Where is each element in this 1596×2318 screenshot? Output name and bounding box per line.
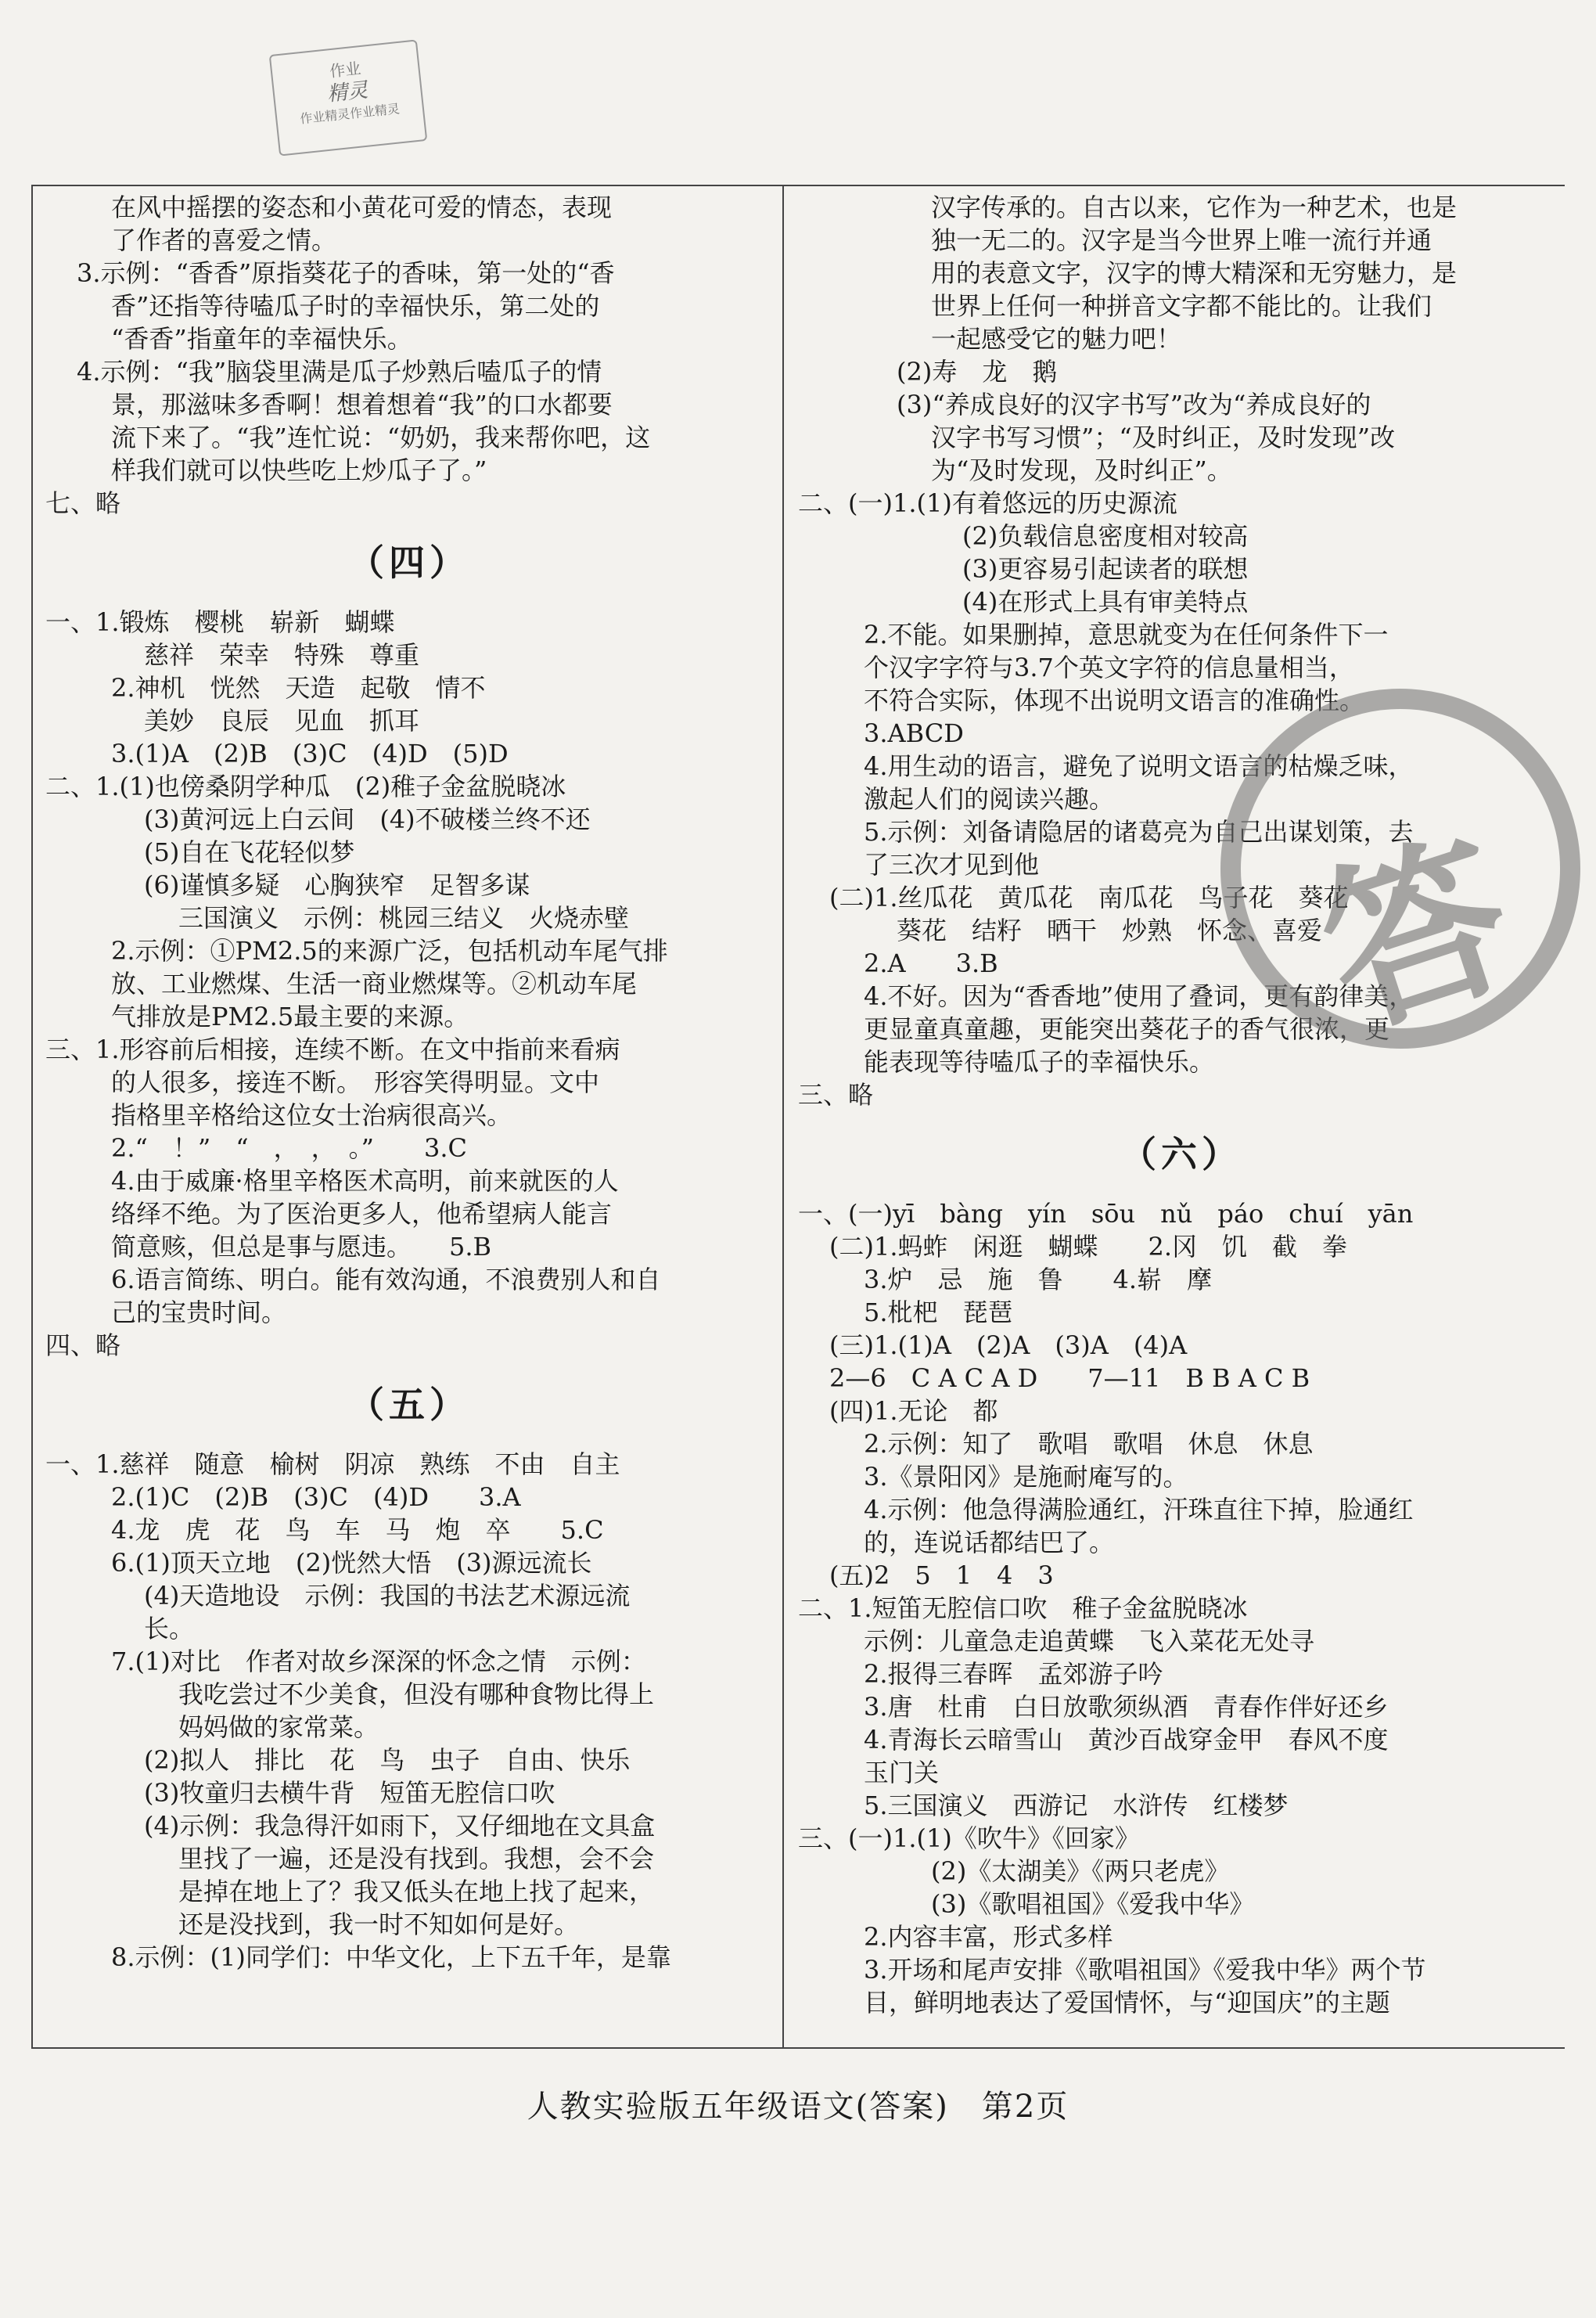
answer-line: 一、1.慈祥 随意 榆树 阴凉 熟练 不由 自主 [45, 1449, 620, 1479]
answer-line: 四、略 [45, 1330, 121, 1360]
logo-line3: 作业精灵作业精灵 [299, 101, 401, 127]
answer-line: (3)“养成良好的汉字书写”改为“养成良好的 [897, 390, 1371, 419]
answer-line: 葵花 结籽 晒干 炒熟 怀念、喜爱 [897, 916, 1323, 945]
bottom-rule [31, 2047, 1565, 2049]
answer-line: 三、略 [798, 1080, 874, 1110]
answer-line: (3)黄河远上白云间 (4)不破楼兰终不还 [144, 804, 591, 834]
answer-line: 2.内容丰富，形式多样 [864, 1922, 1113, 1952]
answer-line: (2)拟人 排比 花 鸟 虫子 自由、快乐 [144, 1745, 631, 1775]
answer-line: (2)《太湖美》《两只老虎》 [931, 1856, 1230, 1886]
answer-line: 一起感受它的魅力吧！ [931, 324, 1182, 354]
answer-line: (4)在形式上具有审美特点 [962, 587, 1249, 617]
section-heading: （四） [348, 542, 470, 584]
answer-line: 目，鲜明地表达了爱国情怀，与“迎国庆”的主题 [864, 1988, 1390, 2017]
column-divider [782, 185, 784, 2047]
answer-line: 2.示例：知了 歌唱 歌唱 休息 休息 [864, 1429, 1314, 1459]
answer-line: 7.(1)对比 作者对故乡深深的怀念之情 示例： [111, 1647, 646, 1676]
answer-line: 三国演义 示例：桃园三结义 火烧赤壁 [178, 903, 630, 933]
answer-line: 二、1.短笛无腔信口吹 稚子金盆脱晓冰 [798, 1593, 1248, 1623]
left-column [45, 191, 773, 1974]
homework-logo [269, 39, 428, 156]
answer-line: 不符合实际，体现不出说明文语言的准确性。 [864, 686, 1365, 715]
answer-line: 世界上任何一种拼音文字都不能比的。让我们 [931, 291, 1432, 321]
answer-line: 个汉字字符与3.7个英文字符的信息量相当， [864, 653, 1354, 682]
answer-line: 2.不能。如果删掉，意思就变为在任何条件下一 [864, 620, 1389, 650]
answer-line: 更显童真童趣，更能突出葵花子的香气很浓，更 [864, 1014, 1390, 1044]
answer-line: 己的宝贵时间。 [111, 1298, 287, 1327]
answer-line: 3.唐 杜甫 白日放歌须纵酒 青春作伴好还乡 [864, 1692, 1389, 1722]
answer-line: 能表现等待嗑瓜子的幸福快乐。 [864, 1047, 1215, 1077]
section-heading: （六） [1120, 1133, 1242, 1175]
answer-line: 4.示例：他急得满脸通红，汗珠直往下掉，脸通红 [864, 1495, 1414, 1524]
answer-line: “香香”指童年的幸福快乐。 [111, 324, 412, 354]
answer-line: 玉门关 [864, 1758, 940, 1787]
answer-line: 汉字书写习惯”；“及时纠正，及时发现”改 [931, 423, 1396, 452]
answer-line: 妈妈做的家常菜。 [178, 1712, 379, 1742]
answer-line: 是掉在地上了？我又低头在地上找了起来， [178, 1877, 655, 1906]
answer-line: 我吃尝过不少美食，但没有哪种食物比得上 [178, 1679, 655, 1709]
answer-line: 用的表意文字，汉字的博大精深和无穷魅力，是 [931, 258, 1458, 288]
page-footer: 人教实验版五年级语文(答案) 第2页 [527, 2089, 1069, 2125]
answer-line: 6.(1)顶天立地 (2)恍然大悟 (3)源远流长 [111, 1548, 592, 1578]
answer-line: (2)寿 龙 鹅 [897, 357, 1058, 387]
answer-line: 3.示例：“香香”原指葵花子的香味，第一处的“香 [77, 258, 615, 288]
answer-line: 七、略 [45, 488, 121, 518]
answer-line: 简意赅，但总是事与愿违。 5.B [111, 1232, 492, 1262]
answer-line: 4.由于威廉·格里辛格医术高明，前来就医的人 [111, 1166, 619, 1196]
answer-line: 4.青海长云暗雪山 黄沙百战穿金甲 春风不度 [864, 1725, 1389, 1755]
answer-line: 三、(一)1.(1)《吹牛》《回家》 [798, 1823, 1140, 1853]
answer-line: 美妙 良辰 见血 抓耳 [144, 706, 420, 736]
answer-line: 指格里辛格给这位女士治病很高兴。 [111, 1100, 512, 1130]
answer-line: (4)天造地设 示例：我国的书法艺术源远流 [144, 1581, 631, 1611]
left-border [31, 185, 33, 2047]
answer-line: (三)1.(1)A (2)A (3)A (4)A [829, 1330, 1188, 1360]
answer-line: 激起人们的阅读兴趣。 [864, 784, 1115, 814]
answer-line: (3)牧童归去横牛背 短笛无腔信口吹 [144, 1778, 555, 1808]
answer-line: 4.用生动的语言，避免了说明文语言的枯燥乏味， [864, 751, 1414, 781]
answer-line: 景，那滋味多香啊！想着想着“我”的口水都要 [111, 390, 613, 419]
answer-stamp-char: 答 [1298, 806, 1536, 1063]
answer-line: 4.不好。因为“香香地”使用了叠词，更有韵律美， [864, 981, 1414, 1011]
answer-line: 5.示例：刘备请隐居的诸葛亮为自己出谋划策，去 [864, 817, 1414, 847]
answer-line: 络绎不绝。为了医治更多人，他希望病人能言 [111, 1199, 613, 1229]
answer-line: 3.炉 忌 施 鲁 4.崭 摩 [864, 1265, 1213, 1294]
answer-line: 一、(一)yī bàng yín sōu nǔ páo chuí yān [798, 1199, 1414, 1229]
answer-line: 了作者的喜爱之情。 [111, 225, 337, 255]
answer-line: 2—6 C A C A D 7—11 B B A C B [829, 1363, 1310, 1393]
answer-line: 的人很多，接连不断。 形容笑得明显。文中 [111, 1067, 600, 1097]
answer-line: 8.示例：(1)同学们：中华文化，上下五千年，是靠 [111, 1942, 671, 1972]
answer-line: 2.示例：①PM2.5的来源广泛，包括机动车尾气排 [111, 936, 668, 966]
answer-line: 2.报得三春晖 孟郊游子吟 [864, 1659, 1163, 1689]
answer-line: 示例：儿童急走追黄蝶 飞入菜花无处寻 [864, 1626, 1315, 1656]
answer-line: 二、(一)1.(1)有着悠远的历史源流 [798, 488, 1177, 518]
answer-line: 3.《景阳冈》是施耐庵写的。 [864, 1462, 1188, 1492]
answer-line: (五)2 5 1 4 3 [829, 1560, 1054, 1590]
answer-line: 流下来了。“我”连忙说：“奶奶，我来帮你吧，这 [111, 423, 651, 452]
answer-line: 一、1.锻炼 樱桃 崭新 蝴蝶 [45, 607, 395, 637]
answer-line: (3)《歌唱祖国》《爱我中华》 [931, 1889, 1255, 1919]
answer-line: 的，连说话都结巴了。 [864, 1528, 1115, 1557]
answer-line: 样我们就可以快些吃上炒瓜子了。” [111, 455, 487, 485]
answer-line: 3.开场和尾声安排《歌唱祖国》《爱我中华》两个节 [864, 1955, 1426, 1985]
answer-line: 汉字传承的。自古以来，它作为一种艺术，也是 [931, 193, 1458, 222]
answer-line: 3.ABCD [864, 718, 964, 748]
answer-line: 独一无二的。汉字是当今世界上唯一流行并通 [931, 225, 1432, 255]
answer-line: 气排放是PM2.5最主要的来源。 [111, 1002, 469, 1031]
answer-line: 2.神机 恍然 天造 起敬 情不 [111, 673, 486, 703]
answer-line: (3)更容易引起读者的联想 [962, 554, 1249, 584]
answer-line: (6)谨慎多疑 心胸狭窄 足智多谋 [144, 870, 530, 900]
answer-line: 2.“ ！” “ ， ， 。” 3.C [111, 1133, 467, 1163]
answer-line: 还是没找到，我一时不知如何是好。 [178, 1909, 580, 1939]
answer-line: 长。 [144, 1614, 195, 1643]
answer-line: 6.语言简练、明白。能有效沟通，不浪费别人和自 [111, 1265, 661, 1294]
answer-line: 5.枇杷 琵琶 [864, 1298, 1013, 1327]
answer-line: 4.龙 虎 花 鸟 车 马 炮 卒 5.C [111, 1515, 604, 1545]
answer-line: (5)自在飞花轻似梦 [144, 837, 355, 867]
answer-line: (四)1.无论 都 [829, 1396, 998, 1426]
answer-line: 里找了一遍，还是没有找到。我想，会不会 [178, 1844, 655, 1873]
answer-line: 3.(1)A (2)B (3)C (4)D (5)D [111, 739, 509, 768]
answer-line: 5.三国演义 西游记 水浒传 红楼梦 [864, 1791, 1289, 1820]
logo-line1: 作业 [329, 59, 362, 81]
answer-line: 在风中摇摆的姿态和小黄花可爱的情态，表现 [111, 193, 613, 222]
logo-line2: 精灵 [325, 78, 369, 106]
answer-line: 了三次才见到他 [864, 850, 1040, 880]
top-rule [31, 185, 1565, 186]
answer-line: (二)1.丝瓜花 黄瓜花 南瓜花 鸟子花 葵花 [829, 883, 1349, 912]
answer-line: 三、1.形容前后相接，连续不断。在文中指前来看病 [45, 1035, 620, 1064]
answer-line: (2)负载信息密度相对较高 [962, 521, 1249, 551]
answer-line: 2.(1)C (2)B (3)C (4)D 3.A [111, 1482, 521, 1512]
answer-line: 2.A 3.B [864, 948, 998, 978]
answer-line: 4.示例：“我”脑袋里满是瓜子炒熟后嗑瓜子的情 [77, 357, 602, 387]
section-heading: （五） [348, 1384, 470, 1426]
answer-line: 二、1.(1)也傍桑阴学种瓜 (2)稚子金盆脱晓冰 [45, 772, 566, 801]
answer-line: (二)1.蚂蚱 闲逛 蝴蝶 2.冈 饥 截 拳 [829, 1232, 1348, 1262]
right-column [798, 191, 1565, 2019]
answer-line: (4)示例：我急得汗如雨下，又仔细地在文具盒 [144, 1811, 656, 1841]
answer-line: 慈祥 荣幸 特殊 尊重 [144, 640, 420, 670]
answer-line: 香”还指等待嗑瓜子时的幸福快乐，第二处的 [111, 291, 600, 321]
answer-line: 放、工业燃煤、生活一商业燃煤等。②机动车尾 [111, 969, 638, 999]
answer-line: 为“及时发现，及时纠正”。 [931, 455, 1232, 485]
